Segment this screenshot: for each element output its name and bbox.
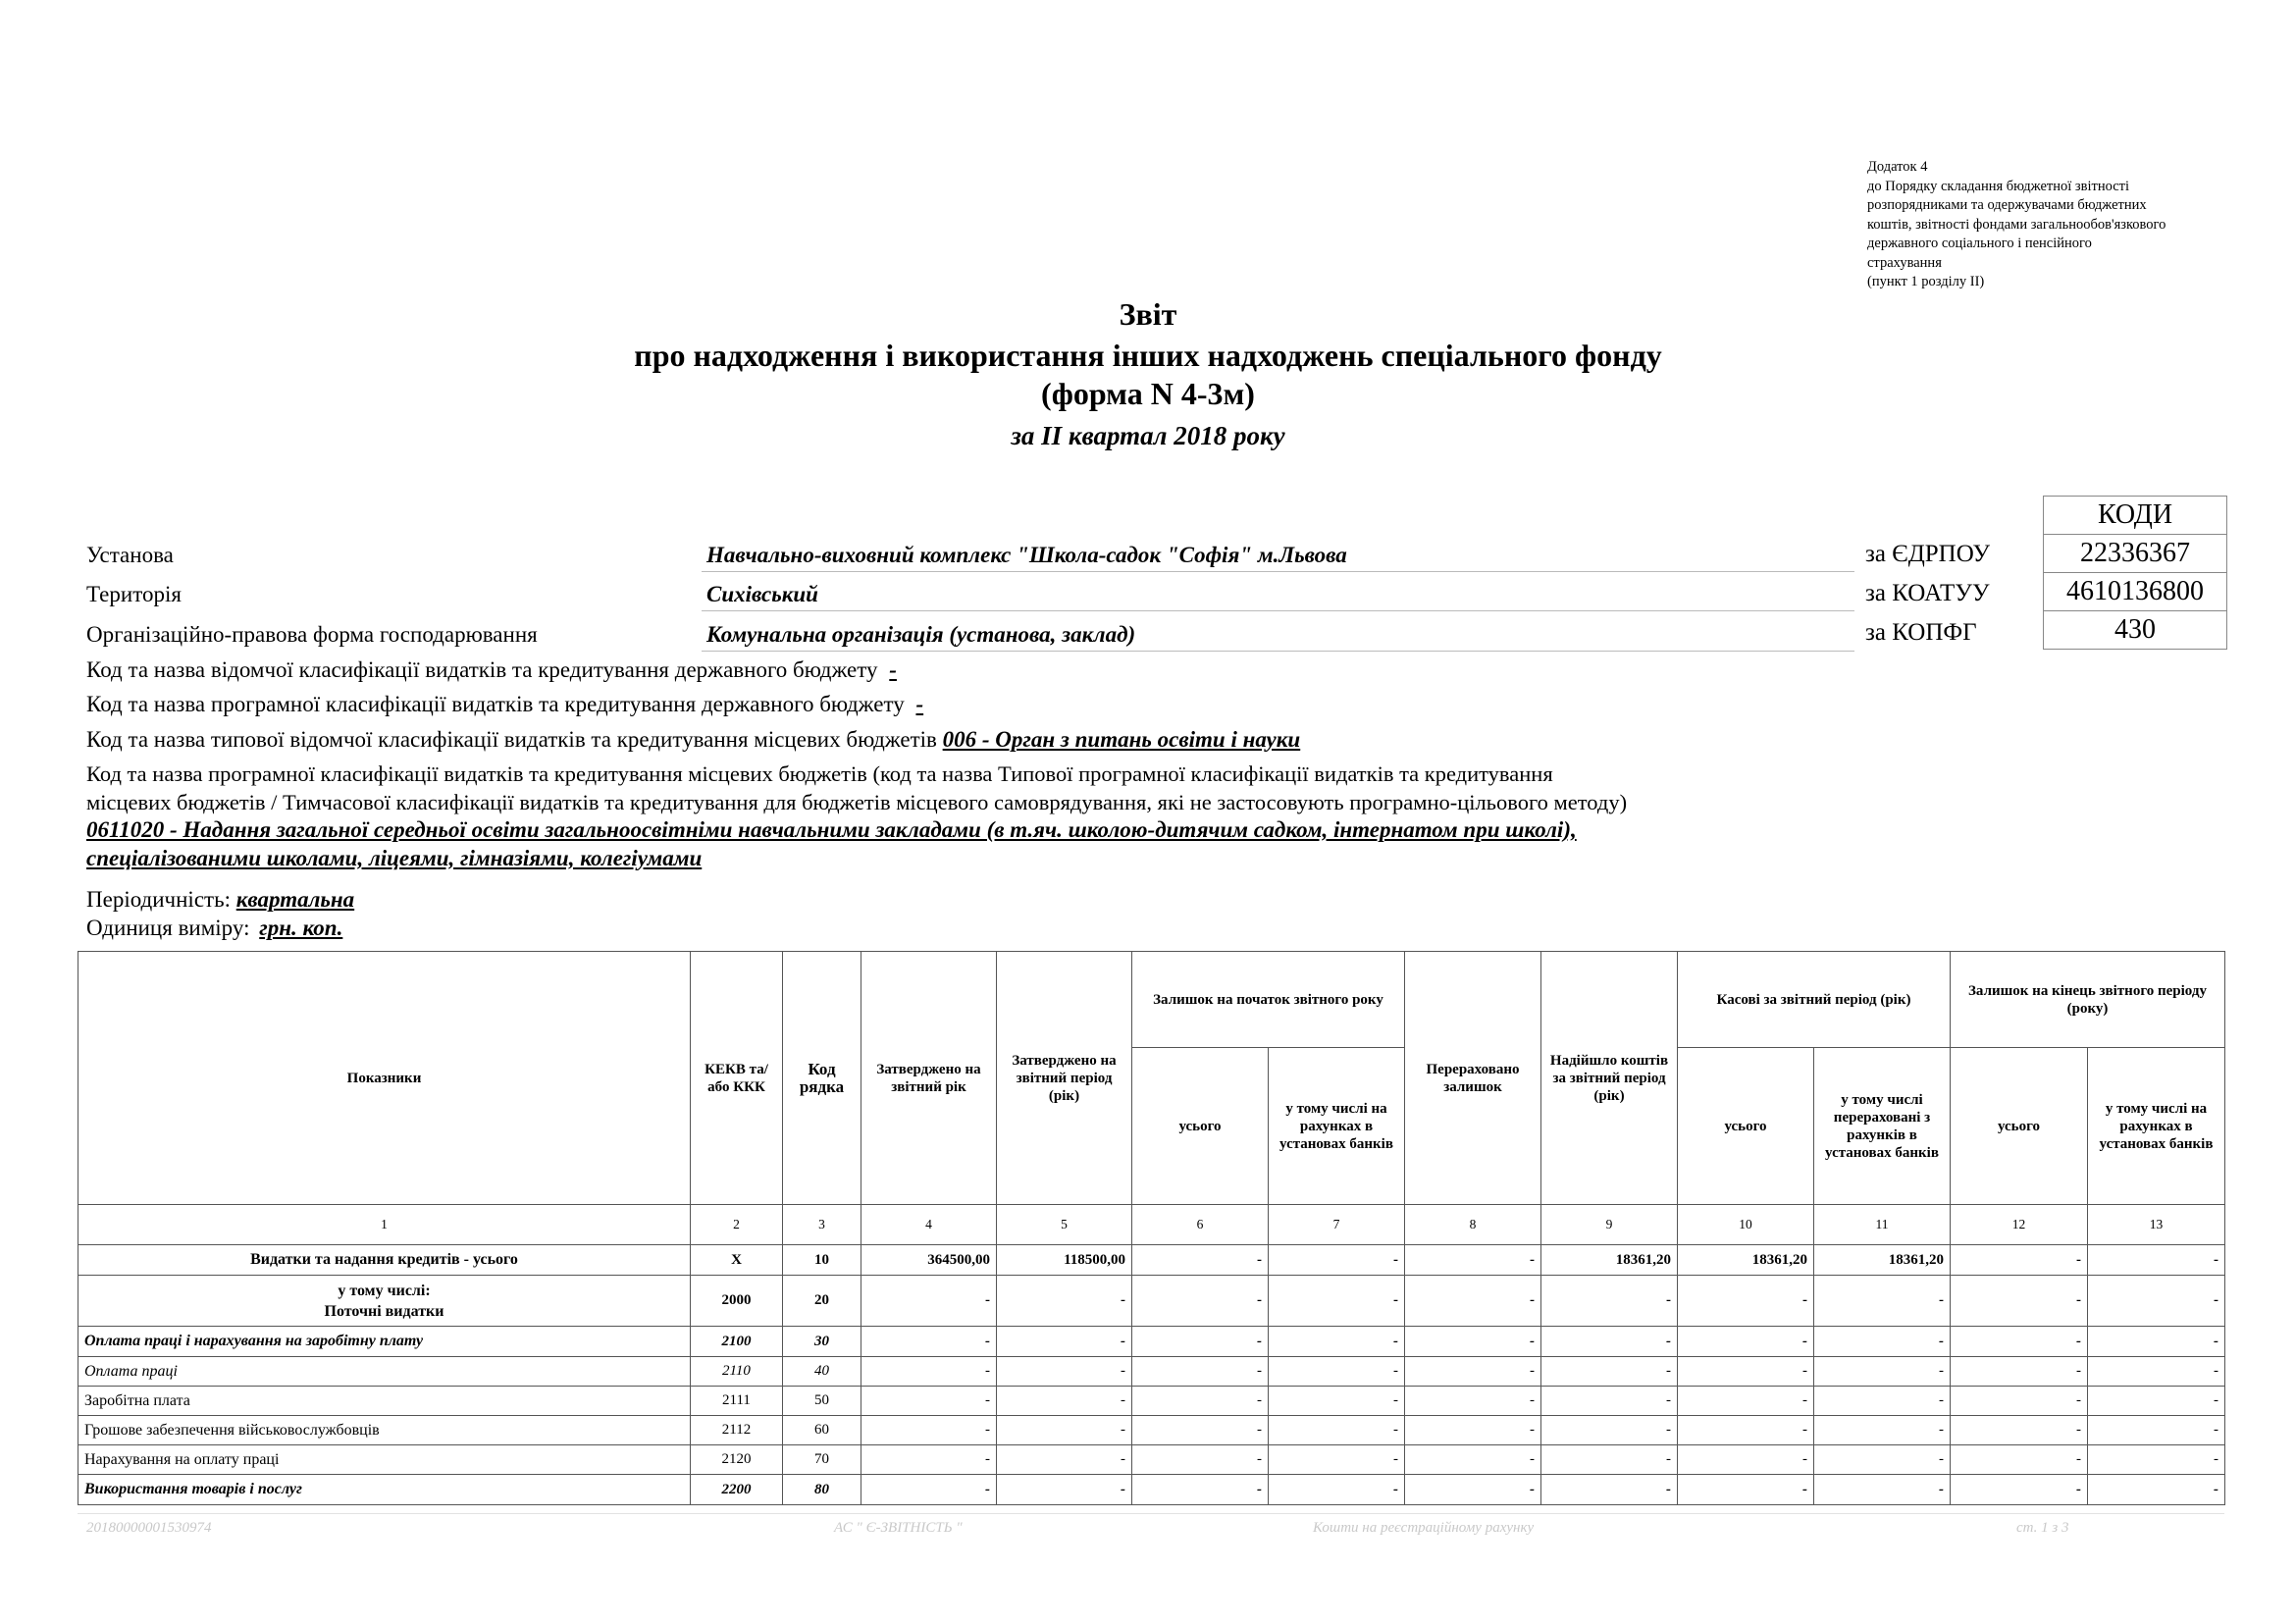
report-title: Звіт — [1119, 296, 1177, 332]
header-incl-banks: у тому числі на рахунках в установах банків — [1269, 1048, 1405, 1205]
row-value: - — [1132, 1387, 1269, 1416]
row-value: - — [1132, 1276, 1269, 1327]
table-row — [78, 1416, 2225, 1445]
row-name — [78, 1276, 691, 1327]
row-value: - — [1951, 1245, 2088, 1276]
row-value: - — [861, 1416, 997, 1445]
row-value: 118500,00 — [997, 1245, 1132, 1276]
row-value: - — [2088, 1357, 2225, 1387]
table-row — [78, 1276, 2225, 1327]
kopfg-label: за КОПФГ — [1865, 619, 1977, 646]
row-code: 40 — [783, 1357, 861, 1387]
table-row — [78, 1475, 2225, 1505]
row-value: - — [1132, 1245, 1269, 1276]
col-number: 8 — [1405, 1205, 1541, 1245]
kopfg-code: 430 — [2044, 611, 2227, 650]
report-period: за II квартал 2018 року — [1011, 421, 1285, 450]
table-row — [78, 1387, 2225, 1416]
row-value: - — [1269, 1245, 1405, 1276]
row-name: Використання товарів і послуг — [78, 1475, 691, 1505]
row-name: Грошове забезпечення військовослужбовців — [78, 1416, 691, 1445]
col-number: 13 — [2088, 1205, 2225, 1245]
row-value: - — [861, 1357, 997, 1387]
row-value: - — [2088, 1387, 2225, 1416]
col-number: 6 — [1132, 1205, 1269, 1245]
prog-state-value: - — [915, 692, 924, 716]
codes-table — [2043, 496, 2227, 650]
header-indicators: Показники — [78, 952, 691, 1205]
col-number: 10 — [1678, 1205, 1814, 1245]
row-value: - — [861, 1445, 997, 1475]
table-row — [78, 1445, 2225, 1475]
prog-local-value-2: спеціалізованими школами, ліцеями, гімназіями, колегіумами — [86, 846, 703, 870]
table-row — [78, 1357, 2225, 1387]
footer-account: Кошти на реєстраційному рахунку — [1313, 1520, 1535, 1536]
header-transferred: Перераховано залишок — [1405, 952, 1541, 1205]
row-value: - — [1269, 1475, 1405, 1505]
periodicity-value: квартальна — [235, 887, 355, 912]
row-value: 18361,20 — [1678, 1245, 1814, 1276]
edrpou-code: 22336367 — [2044, 535, 2227, 573]
appendix-line: до Порядку складання бюджетної звітності — [1867, 178, 2129, 194]
prog-local-value-1: 0611020 - Надання загальної середньої освіти загальноосвітніми навчальними закладами (в т.яч. школою-дитячим садком, інтернатом при школі), — [86, 817, 1577, 842]
row-name: Заробітна плата — [78, 1387, 691, 1416]
appendix-line: Додаток 4 — [1867, 159, 1928, 175]
row-value: - — [1951, 1327, 2088, 1357]
header-approved-year: Затверджено на звітний рік — [861, 952, 997, 1205]
row-value: - — [1951, 1387, 2088, 1416]
col-number: 3 — [783, 1205, 861, 1245]
row-value: 364500,00 — [861, 1245, 997, 1276]
row-value: - — [997, 1475, 1132, 1505]
report-table — [78, 951, 2225, 1505]
row-value: - — [1132, 1475, 1269, 1505]
row-code: 60 — [783, 1416, 861, 1445]
row-value: 18361,20 — [1814, 1245, 1951, 1276]
row-value: - — [1269, 1416, 1405, 1445]
row-value: - — [2088, 1475, 2225, 1505]
col-number: 1 — [78, 1205, 691, 1245]
row-value: - — [1405, 1475, 1541, 1505]
koatuu-code: 4610136800 — [2044, 573, 2227, 611]
col-number: 5 — [997, 1205, 1132, 1245]
edrpou-label: за ЄДРПОУ — [1865, 541, 1991, 567]
territory-value: Сихівський — [706, 582, 818, 606]
row-value: - — [1405, 1445, 1541, 1475]
col-number: 4 — [861, 1205, 997, 1245]
row-code: 50 — [783, 1387, 861, 1416]
row-value: - — [1814, 1416, 1951, 1445]
header-total: усього — [1951, 1048, 2088, 1205]
periodicity-label: Періодичність: — [86, 887, 231, 912]
row-value: - — [1269, 1327, 1405, 1357]
row-name-prefix: у тому числі: — [338, 1282, 431, 1299]
header-balance-start: Залишок на початок звітного року — [1132, 952, 1405, 1048]
row-value: - — [997, 1445, 1132, 1475]
footer-divider — [78, 1513, 2224, 1514]
row-kekv: 2200 — [691, 1475, 783, 1505]
row-value: - — [1132, 1357, 1269, 1387]
unit-line — [86, 916, 352, 941]
appendix-line: страхування — [1867, 254, 1942, 271]
header-approved-period: Затверджено на звітний період (рік) — [997, 952, 1132, 1205]
row-value: - — [861, 1276, 997, 1327]
row-value: - — [2088, 1276, 2225, 1327]
row-name-main: Поточні видатки — [324, 1302, 444, 1320]
row-kekv: 2120 — [691, 1445, 783, 1475]
row-value: - — [2088, 1445, 2225, 1475]
typical-dept-line — [86, 727, 1300, 753]
footer-doc-id: 20180000001530974 — [86, 1520, 212, 1536]
header-incl-transferred: у тому числі перераховані з рахунків в установах банків — [1814, 1048, 1951, 1205]
row-code: 70 — [783, 1445, 861, 1475]
appendix-line: державного соціального і пенсійного — [1867, 236, 2092, 251]
row-value: - — [1951, 1445, 2088, 1475]
legal-form-label: Організаційно-правова форма господарювання — [86, 622, 538, 647]
appendix-line: розпорядниками та одержувачами бюджетних — [1867, 197, 2147, 213]
row-value: - — [2088, 1245, 2225, 1276]
header-total: усього — [1678, 1048, 1814, 1205]
header-total: усього — [1132, 1048, 1269, 1205]
row-value: - — [1541, 1445, 1678, 1475]
row-value: - — [1269, 1357, 1405, 1387]
row-value: - — [1132, 1416, 1269, 1445]
col-number: 9 — [1541, 1205, 1678, 1245]
row-value: - — [1678, 1327, 1814, 1357]
row-value: - — [997, 1357, 1132, 1387]
prog-local-label-1: Код та назва програмної класифікації видатків та кредитування місцевих бюджетів (код та назва Типової програмної класифікації видатків та кредитування — [86, 761, 1553, 786]
row-value: - — [997, 1276, 1132, 1327]
territory-label: Територія — [86, 582, 182, 606]
dept-state-line — [86, 657, 909, 683]
row-value: - — [1678, 1357, 1814, 1387]
header-cash: Касові за звітний період (рік) — [1678, 952, 1951, 1048]
institution-value: Навчально-виховний комплекс "Школа-садок "Софія" м.Львова — [706, 543, 1347, 567]
row-value: - — [1132, 1445, 1269, 1475]
row-name: Нарахування на оплату праці — [78, 1445, 691, 1475]
row-value: - — [1541, 1357, 1678, 1387]
row-value: - — [1678, 1475, 1814, 1505]
row-value: - — [1678, 1416, 1814, 1445]
row-name: Видатки та надання кредитів - усього — [78, 1245, 691, 1276]
row-value: - — [861, 1475, 997, 1505]
row-kekv: 2100 — [691, 1327, 783, 1357]
report-form-number: (форма N 4-3м) — [1041, 376, 1255, 411]
header-received: Надійшло коштів за звітний період (рік) — [1541, 952, 1678, 1205]
row-value: - — [997, 1327, 1132, 1357]
appendix-line: (пункт 1 розділу II) — [1867, 274, 1985, 289]
report-subtitle: про надходження і використання інших надходжень спеціального фонду — [634, 338, 1662, 373]
row-kekv: 2000 — [691, 1276, 783, 1327]
row-value: - — [1814, 1445, 1951, 1475]
header-row-code: Код рядка — [783, 952, 861, 1205]
row-value: - — [861, 1387, 997, 1416]
typical-dept-label: Код та назва типової відомчої класифікації видатків та кредитування місцевих бюджетів — [86, 727, 937, 752]
row-value: - — [997, 1387, 1132, 1416]
row-value: - — [1951, 1276, 2088, 1327]
unit-value: грн. коп. — [259, 916, 343, 940]
row-value: - — [1541, 1416, 1678, 1445]
codes-header: КОДИ — [2044, 497, 2227, 535]
row-value: - — [1405, 1387, 1541, 1416]
row-code: 80 — [783, 1475, 861, 1505]
header-balance-end: Залишок на кінець звітного періоду (року) — [1951, 952, 2225, 1048]
prog-state-line — [86, 692, 935, 717]
row-kekv: X — [691, 1245, 783, 1276]
unit-label: Одиниця виміру: — [86, 916, 250, 940]
prog-state-label: Код та назва програмної класифікації видатків та кредитування державного бюджету — [86, 692, 905, 716]
koatuu-label: за КОАТУУ — [1865, 580, 1990, 606]
row-value: - — [1814, 1327, 1951, 1357]
row-value: - — [1405, 1327, 1541, 1357]
footer-page: ст. 1 з 3 — [2016, 1520, 2069, 1536]
row-value: - — [1678, 1387, 1814, 1416]
row-value: - — [1814, 1475, 1951, 1505]
row-value: - — [1814, 1387, 1951, 1416]
footer-system: АС " Є-ЗВІТНІСТЬ " — [834, 1520, 963, 1536]
row-code: 30 — [783, 1327, 861, 1357]
col-number: 2 — [691, 1205, 783, 1245]
row-value: - — [1678, 1445, 1814, 1475]
row-value: - — [1405, 1416, 1541, 1445]
row-value: 18361,20 — [1541, 1245, 1678, 1276]
row-kekv: 2112 — [691, 1416, 783, 1445]
table-row — [78, 1245, 2225, 1276]
legal-form-value: Комунальна організація (установа, заклад) — [706, 622, 1136, 647]
row-value: - — [1951, 1357, 2088, 1387]
row-kekv: 2111 — [691, 1387, 783, 1416]
row-name: Оплата праці — [78, 1357, 691, 1387]
header-incl-banks: у тому числі на рахунках в установах банків — [2088, 1048, 2225, 1205]
row-value: - — [1132, 1327, 1269, 1357]
appendix-line: коштів, звітності фондами загальнообов'язкового — [1867, 216, 2166, 233]
row-value: - — [1814, 1276, 1951, 1327]
row-value: - — [861, 1327, 997, 1357]
header-kekv: КЕКВ та/або ККК — [691, 952, 783, 1205]
row-value: - — [2088, 1327, 2225, 1357]
row-value: - — [1951, 1475, 2088, 1505]
institution-label: Установа — [86, 543, 174, 567]
typical-dept-value: 006 - Орган з питань освіти і науки — [942, 727, 1301, 752]
row-value: - — [1814, 1357, 1951, 1387]
prog-local-label-2: місцевих бюджетів / Тимчасової класифікації видатків та кредитування для бюджетів місцевого самоврядування, які не застосовують програмно-цільового методу) — [86, 790, 1628, 814]
table-row — [78, 1327, 2225, 1357]
dept-state-value: - — [889, 657, 897, 682]
row-value: - — [1269, 1276, 1405, 1327]
row-value: - — [997, 1416, 1132, 1445]
row-kekv: 2110 — [691, 1357, 783, 1387]
row-code: 20 — [783, 1276, 861, 1327]
row-code: 10 — [783, 1245, 861, 1276]
row-value: - — [1405, 1357, 1541, 1387]
col-number: 7 — [1269, 1205, 1405, 1245]
periodicity-line — [86, 887, 364, 913]
appendix-note — [1867, 158, 2220, 292]
row-name: Оплата праці і нарахування на заробітну плату — [78, 1327, 691, 1357]
row-value: - — [1541, 1387, 1678, 1416]
row-value: - — [1541, 1327, 1678, 1357]
row-value: - — [1269, 1387, 1405, 1416]
row-value: - — [1678, 1276, 1814, 1327]
row-value: - — [1951, 1416, 2088, 1445]
col-number: 12 — [1951, 1205, 2088, 1245]
row-value: - — [1541, 1475, 1678, 1505]
row-value: - — [1269, 1445, 1405, 1475]
row-value: - — [1405, 1245, 1541, 1276]
col-number: 11 — [1814, 1205, 1951, 1245]
row-value: - — [1405, 1276, 1541, 1327]
row-value: - — [1541, 1276, 1678, 1327]
dept-state-label: Код та назва відомчої класифікації видатків та кредитування державного бюджету — [86, 657, 878, 682]
row-value: - — [2088, 1416, 2225, 1445]
